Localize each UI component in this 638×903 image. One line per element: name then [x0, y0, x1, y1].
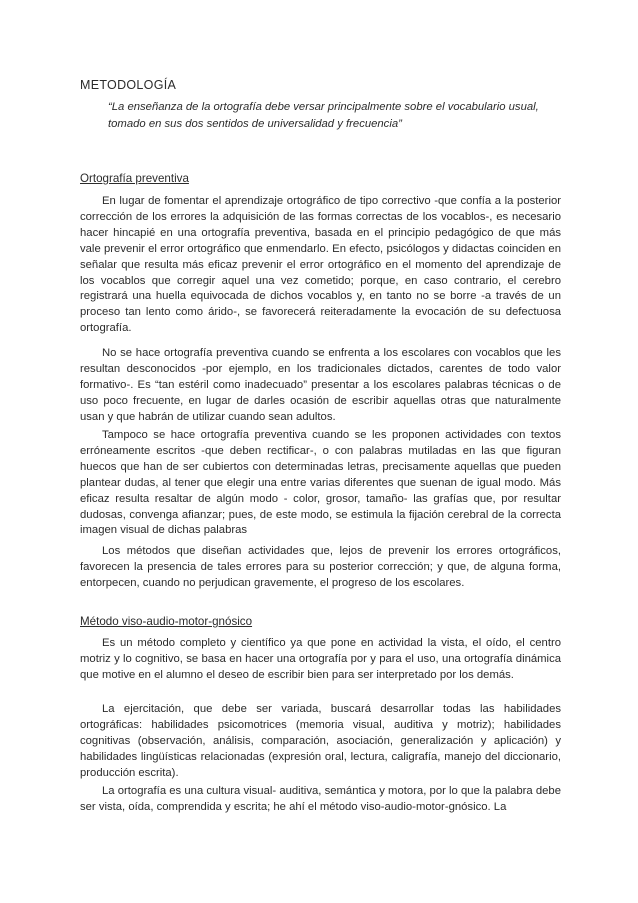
- section-title-ortografia-preventiva: Ortografía preventiva: [80, 172, 189, 185]
- section-title-metodo-viso-audio-motor-gnosico: Método viso-audio-motor-gnósico: [80, 615, 253, 628]
- paragraph: Tampoco se hace ortografía preventiva cuando se les proponen actividades con textos erróneamente escritos -que deben rectificar-, o con palabras mutiladas en las que figuran huecos que han de ser cubiertos con determinadas letras, precisamente aquellas que pueden plantear dudas, al tener que elegir una entre varias diferentes que suenan de igual modo. Más eficaz resulta resaltar de algún modo - color, grosor, tamaño- las grafías que, por resultar dudosas, convenga afianzar; pues, de este modo, se estimula la fijación cerebral de la correcta imagen visual de dichas palabras: [80, 429, 561, 537]
- paragraph: Es un método completo y científico ya que pone en actividad la vista, el oído, el centro motriz y lo cognitivo, se basa en hacer una ortografía por y para el uso, una ortografía dinámica que motive en el alumno el deseo de escribir bien para ser interpretado por los demás.: [80, 637, 561, 681]
- paragraph: En lugar de fomentar el aprendizaje ortográfico de tipo correctivo -que confía a la posterior corrección de los errores la adquisición de las formas correctas de los vocablos-, es necesario hacer hincapié en una ortografía preventiva, basada en el principio pedagógico de que más vale prevenir el error ortográfico que enmendarlo. En efecto, psicólogos y didactas coinciden en señalar que resulta más eficaz prevenir el error ortográfico en el momento del aprendizaje de los vocablos que corregir aquel una vez cometido; porque, en caso contrario, el cerebro registrará una huella equivocada de dichos vocablos y, en tanto no se borre -a través de un proceso tan lento como árido-, se favorecerá reiteradamente la evocación de su defectuosa ortografía.: [80, 195, 561, 335]
- paragraph: No se hace ortografía preventiva cuando se enfrenta a los escolares con vocablos que les resultan desconocidos -por ejemplo, en los tradicionales dictados, carentes de todo valor formativo-. Es “tan estéril como inadecuado” presentar a los escolares palabras técnicas o de uso poco frecuente, en lugar de darles ocasión de escribir aquellas otras que naturalmente usan y que habrán de utilizar cuando sean adultos.: [80, 347, 561, 423]
- paragraph: La ortografía es una cultura visual- auditiva, semántica y motora, por lo que la palabra debe ser vista, oída, comprendida y escrita; he ahí el método viso-audio-motor-gnósico. La: [80, 785, 561, 813]
- epigraph-quote: “La enseñanza de la ortografía debe versar principalmente sobre el vocabulario usual, tomado en sus dos sentidos de universalidad y frecuencia”: [108, 101, 539, 130]
- paragraph: Los métodos que diseñan actividades que, lejos de prevenir los errores ortográficos, favorecen la presencia de tales errores para su posterior corrección; y que, de alguna forma, entorpecen, cuando no perjudican gravemente, el progreso de los escolares.: [80, 545, 561, 589]
- paragraph: La ejercitación, que debe ser variada, buscará desarrollar todas las habilidades ortográficas: habilidades psicomotrices (memoria visual, auditiva y motriz); habilidades cognitivas (observación, análisis, comparación, asociación, generalización y aplicación) y habilidades lingüísticas relacionadas (expresión oral, lectura, caligrafía, manejo del diccionario, producción escrita).: [80, 703, 561, 779]
- page-heading: METODOLOGÍA: [80, 78, 177, 92]
